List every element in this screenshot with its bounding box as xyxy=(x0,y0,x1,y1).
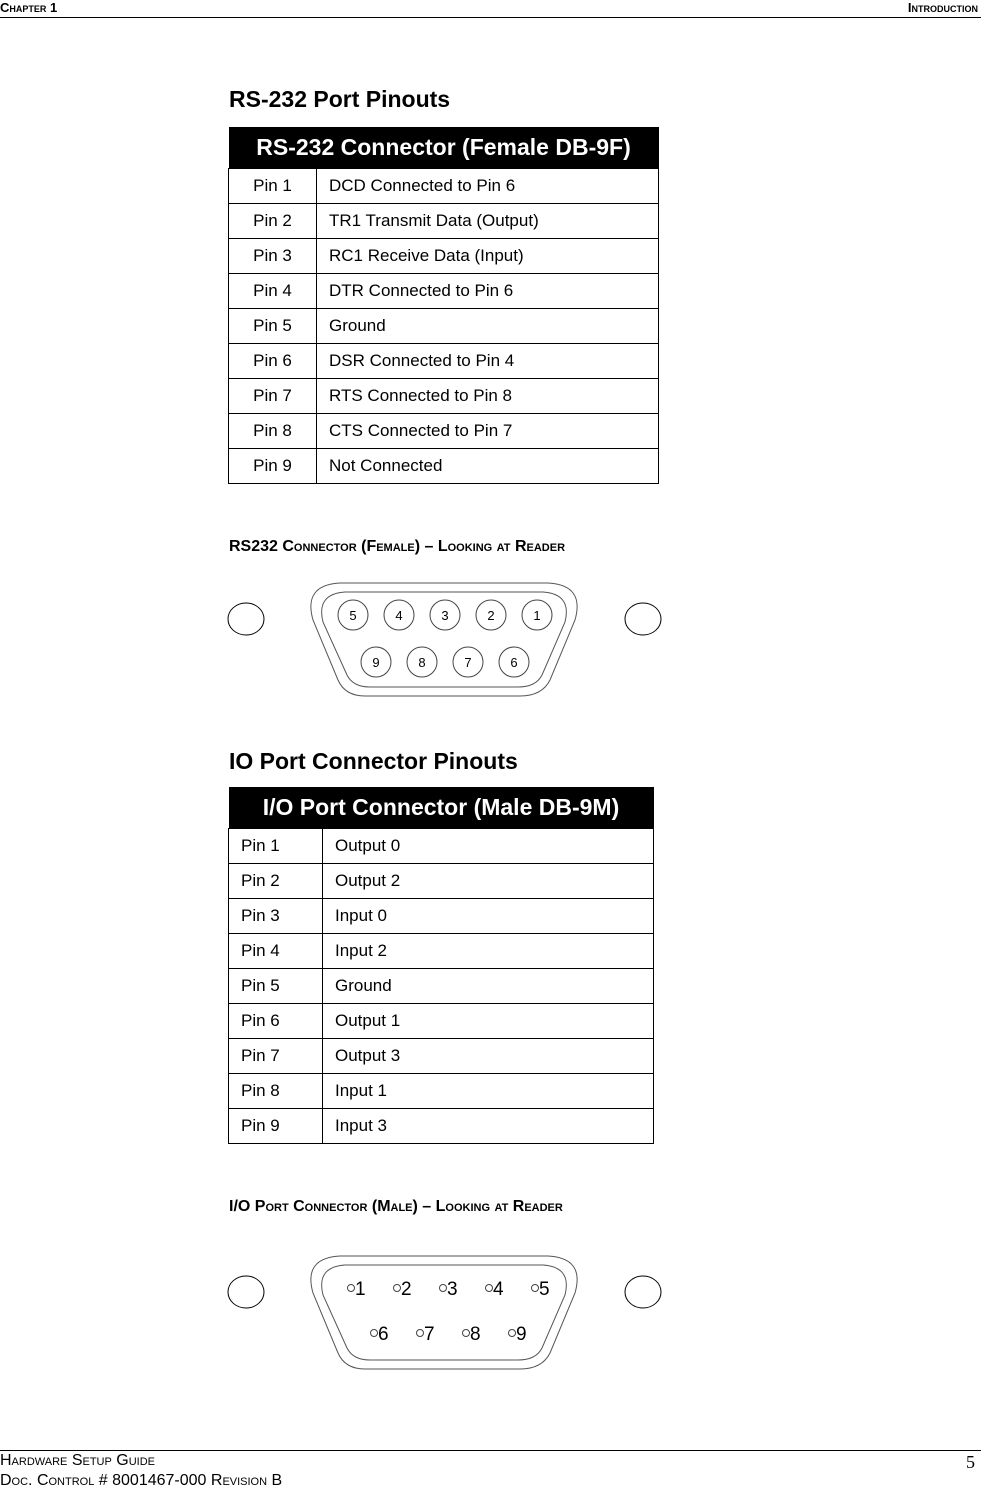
pin-label: 1 xyxy=(355,1279,366,1300)
mounting-hole-right xyxy=(625,1276,661,1308)
pin-label: 9 xyxy=(372,655,380,670)
table-row xyxy=(229,934,654,969)
pin-function: DTR Connected to Pin 6 xyxy=(317,274,659,309)
pin-number: Pin 4 xyxy=(229,274,317,309)
pin-function: Output 2 xyxy=(323,864,654,899)
pin-number: Pin 3 xyxy=(229,239,317,274)
table-row xyxy=(229,379,659,414)
footer-rule xyxy=(0,1450,981,1451)
pin-number: Pin 6 xyxy=(229,1004,323,1039)
pin-function: DCD Connected to Pin 6 xyxy=(317,169,659,204)
pin-label: 1 xyxy=(533,608,541,623)
pin-label: 2 xyxy=(401,1279,412,1300)
pin xyxy=(532,1285,539,1292)
pin-label: 2 xyxy=(487,608,495,623)
rs232-connector-diagram xyxy=(0,580,981,700)
pin-function: CTS Connected to Pin 7 xyxy=(317,414,659,449)
pin-label: 5 xyxy=(539,1279,550,1300)
io-table xyxy=(228,787,654,1144)
table-row xyxy=(229,1074,654,1109)
pin-number: Pin 8 xyxy=(229,1074,323,1109)
table-row xyxy=(229,414,659,449)
section-label: Introduction xyxy=(907,0,978,15)
pin-function: DSR Connected to Pin 4 xyxy=(317,344,659,379)
pin-label: 6 xyxy=(510,655,518,670)
pin-function: RTS Connected to Pin 8 xyxy=(317,379,659,414)
pin-label: 3 xyxy=(441,608,449,623)
pin xyxy=(417,1330,424,1337)
pin xyxy=(348,1285,355,1292)
pin-number: Pin 1 xyxy=(229,829,323,864)
pin-function: RC1 Receive Data (Input) xyxy=(317,239,659,274)
table-row xyxy=(229,829,654,864)
pin-function: Ground xyxy=(323,969,654,1004)
pin-number: Pin 2 xyxy=(229,204,317,239)
mounting-hole-left xyxy=(228,1276,264,1308)
pin-number: Pin 9 xyxy=(229,449,317,484)
pin-number: Pin 7 xyxy=(229,1039,323,1074)
pin-function: Not Connected xyxy=(317,449,659,484)
pin-label: 9 xyxy=(516,1324,527,1345)
pin xyxy=(394,1285,401,1292)
pin-function: Input 0 xyxy=(323,899,654,934)
mounting-hole-right xyxy=(625,603,661,635)
io-connector-diagram xyxy=(0,1253,981,1373)
io-title: IO Port Connector Pinouts xyxy=(229,748,518,774)
table-row xyxy=(229,449,659,484)
rs232-table xyxy=(228,127,659,484)
pin-label: 4 xyxy=(493,1279,504,1300)
pin-function: TR1 Transmit Data (Output) xyxy=(317,204,659,239)
pin-number: Pin 5 xyxy=(229,309,317,344)
table-row xyxy=(229,274,659,309)
pin xyxy=(463,1330,470,1337)
pin-label: 4 xyxy=(395,608,403,623)
pin-number: Pin 8 xyxy=(229,414,317,449)
pin xyxy=(440,1285,447,1292)
pin-number: Pin 9 xyxy=(229,1109,323,1144)
footer-guide: Hardware Setup Guide xyxy=(0,1452,155,1469)
pin-number: Pin 1 xyxy=(229,169,317,204)
pin xyxy=(486,1285,493,1292)
rs232-caption: RS232 Connector (Female) – Looking at Reader xyxy=(229,538,566,555)
pin-number: Pin 7 xyxy=(229,379,317,414)
pin-number: Pin 5 xyxy=(229,969,323,1004)
pin-number: Pin 2 xyxy=(229,864,323,899)
pin-number: Pin 3 xyxy=(229,899,323,934)
pin-label: 7 xyxy=(464,655,472,670)
pin-function: Output 1 xyxy=(323,1004,654,1039)
pin-label: 7 xyxy=(424,1324,435,1345)
rs232-title: RS-232 Port Pinouts xyxy=(229,86,451,112)
pin-label: 8 xyxy=(418,655,426,670)
table-row xyxy=(229,344,659,379)
pin-number: Pin 6 xyxy=(229,344,317,379)
pin-label: 3 xyxy=(447,1279,458,1300)
table-row xyxy=(229,309,659,344)
header-rule xyxy=(0,17,981,18)
pin-function: Input 3 xyxy=(323,1109,654,1144)
connector-outer-shell xyxy=(311,1256,577,1369)
pin-function: Input 1 xyxy=(323,1074,654,1109)
chapter-label: Chapter 1 xyxy=(0,0,58,15)
pin xyxy=(371,1330,378,1337)
mounting-hole-left xyxy=(228,603,264,635)
pin-function: Output 0 xyxy=(323,829,654,864)
footer-doc: Doc. Control # 8001467-000 Revision B xyxy=(0,1472,283,1489)
io-table-header: I/O Port Connector (Male DB-9M) xyxy=(229,787,654,829)
pin-label: 8 xyxy=(470,1324,481,1345)
pin-function: Ground xyxy=(317,309,659,344)
pin-function: Output 3 xyxy=(323,1039,654,1074)
io-caption: I/O Port Connector (Male) – Looking at Reader xyxy=(229,1198,563,1215)
rs232-table-header: RS-232 Connector (Female DB-9F) xyxy=(229,127,659,169)
pin-function: Input 2 xyxy=(323,934,654,969)
table-row xyxy=(229,204,659,239)
pin-label: 6 xyxy=(378,1324,389,1345)
pin-number: Pin 4 xyxy=(229,934,323,969)
table-row xyxy=(229,969,654,1004)
pin-label: 5 xyxy=(349,608,357,623)
table-row xyxy=(229,239,659,274)
connector-inner-shell xyxy=(322,592,567,687)
table-row xyxy=(229,864,654,899)
page-number: 5 xyxy=(966,1452,975,1472)
table-row xyxy=(229,899,654,934)
table-row xyxy=(229,1004,654,1039)
table-row xyxy=(229,1109,654,1144)
table-row xyxy=(229,169,659,204)
pin xyxy=(509,1330,516,1337)
table-row xyxy=(229,1039,654,1074)
